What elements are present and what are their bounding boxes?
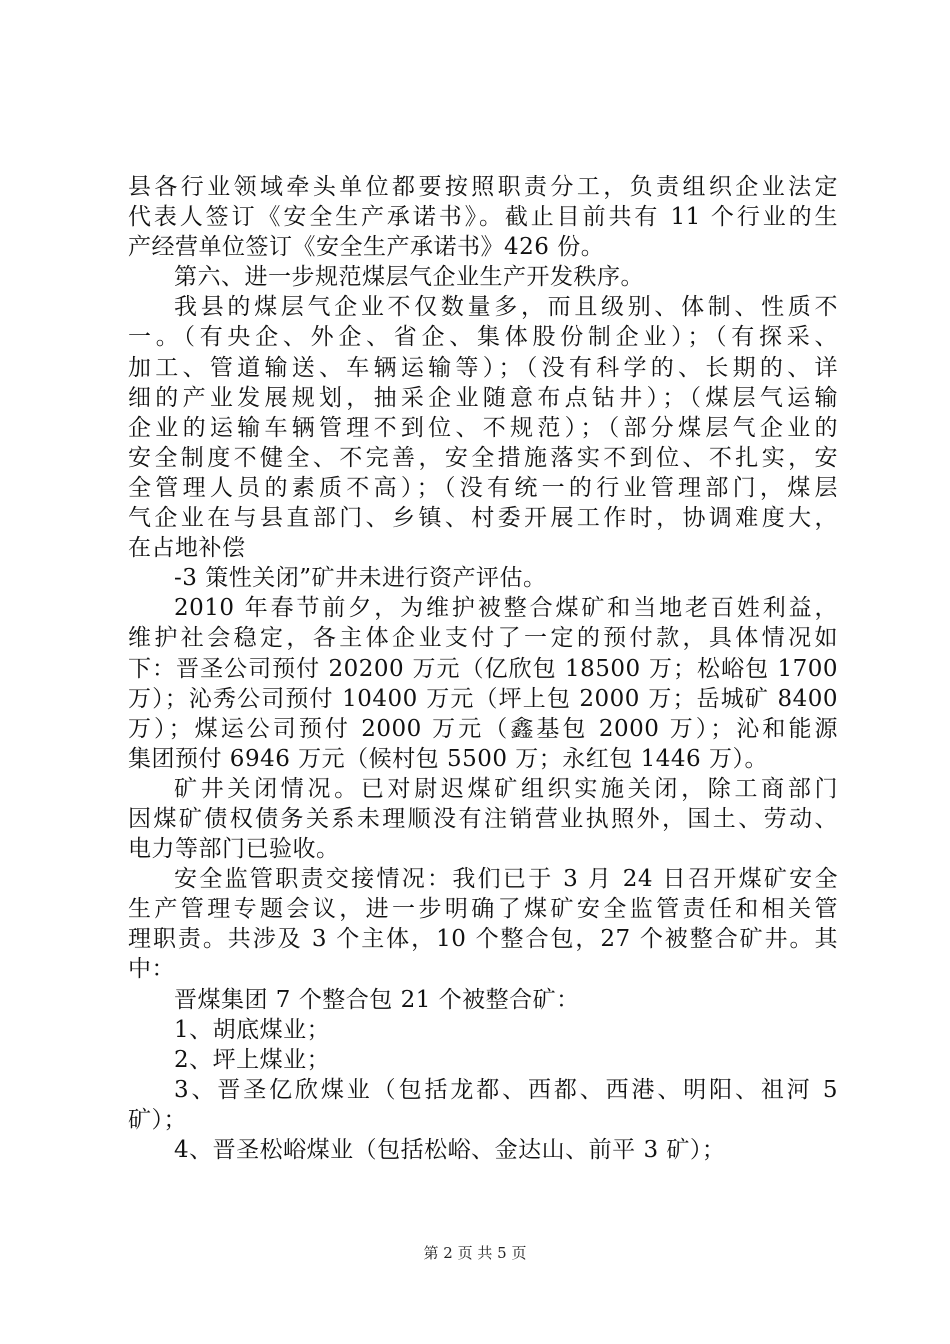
text-line: 理职责。共涉及 3 个主体，10 个整合包，27 个被整合矿井。其 bbox=[128, 926, 838, 953]
text-line: 县各行业领域牵头单位都要按照职责分工，负责组织企业法定 bbox=[128, 174, 838, 200]
text-line: 安全监管职责交接情况：我们已于 3 月 24 日召开煤矿安全 bbox=[174, 866, 838, 893]
text-line: 安全制度不健全、不完善，安全措施落实不到位、不扎实，安 bbox=[128, 444, 838, 471]
text-line: 代表人签订《安全生产承诺书》。截止目前共有 11 个行业的生 bbox=[128, 204, 838, 231]
text-line: 2、坪上煤业； bbox=[174, 1046, 331, 1073]
text-line: 第六、进一步规范煤层气企业生产开发秩序。 bbox=[174, 264, 644, 291]
text-line: 4、晋圣松峪煤业（包括松峪、金达山、前平 3 矿）； bbox=[174, 1137, 726, 1163]
text-line: 生产管理专题会议，进一步明确了煤矿安全监管责任和相关管 bbox=[128, 896, 838, 923]
text-line: 3、晋圣亿欣煤业（包括龙都、西都、西港、明阳、祖河 5 bbox=[174, 1076, 838, 1103]
text-line: -3 策性关闭”矿井未进行资产评估。 bbox=[174, 565, 547, 592]
text-line: 下：晋圣公司预付 20200 万元（亿欣包 18500 万；松峪包 1700 bbox=[128, 655, 838, 682]
text-line: 全管理人员的素质不高）；（没有统一的行业管理部门，煤层 bbox=[128, 474, 838, 501]
text-line: 万）；沁秀公司预付 10400 万元（坪上包 2000 万；岳城矿 8400 bbox=[128, 685, 838, 712]
text-line: 企业的运输车辆管理不到位、不规范）；（部分煤层气企业的 bbox=[128, 414, 838, 441]
text-line: 1、胡底煤业； bbox=[174, 1016, 331, 1043]
text-line: 加工、管道输送、车辆运输等）；（没有科学的、长期的、详 bbox=[128, 354, 838, 381]
text-line: 在占地补偿 bbox=[128, 535, 246, 562]
text-line: 我县的煤层气企业不仅数量多，而且级别、体制、性质不 bbox=[174, 294, 838, 321]
text-line: 矿）； bbox=[128, 1106, 187, 1133]
text-line: 中： bbox=[128, 956, 175, 983]
text-line: 万）；煤运公司预付 2000 万元（鑫基包 2000 万）；沁和能源 bbox=[128, 715, 838, 742]
document-body bbox=[128, 172, 838, 1165]
text-line: 晋煤集团 7 个整合包 21 个被整合矿： bbox=[174, 986, 580, 1013]
page-footer: 第 2 页 共 5 页 bbox=[423, 1244, 527, 1262]
text-line: 集团预付 6946 万元（候村包 5500 万；永红包 1446 万）。 bbox=[128, 745, 768, 772]
text-line: 产经营单位签订《安全生产承诺书》426 份。 bbox=[128, 234, 605, 261]
text-line: 一。（有央企、外企、省企、集体股份制企业）；（有探采、 bbox=[128, 324, 838, 351]
text-line: 电力等部门已验收。 bbox=[128, 836, 340, 863]
text-line: 矿井关闭情况。已对尉迟煤矿组织实施关闭，除工商部门 bbox=[174, 775, 838, 802]
text-line: 2010 年春节前夕，为维护被整合煤矿和当地老百姓利益， bbox=[174, 595, 838, 622]
text-line: 因煤矿债权债务关系未理顺没有注销营业执照外，国土、劳动、 bbox=[128, 805, 838, 832]
text-line: 气企业在与县直部门、乡镇、村委开展工作时，协调难度大， bbox=[128, 505, 838, 532]
text-line: 细的产业发展规划，抽采企业随意布点钻井）；（煤层气运输 bbox=[128, 384, 838, 411]
text-line: 维护社会稳定，各主体企业支付了一定的预付款，具体情况如 bbox=[128, 625, 838, 652]
